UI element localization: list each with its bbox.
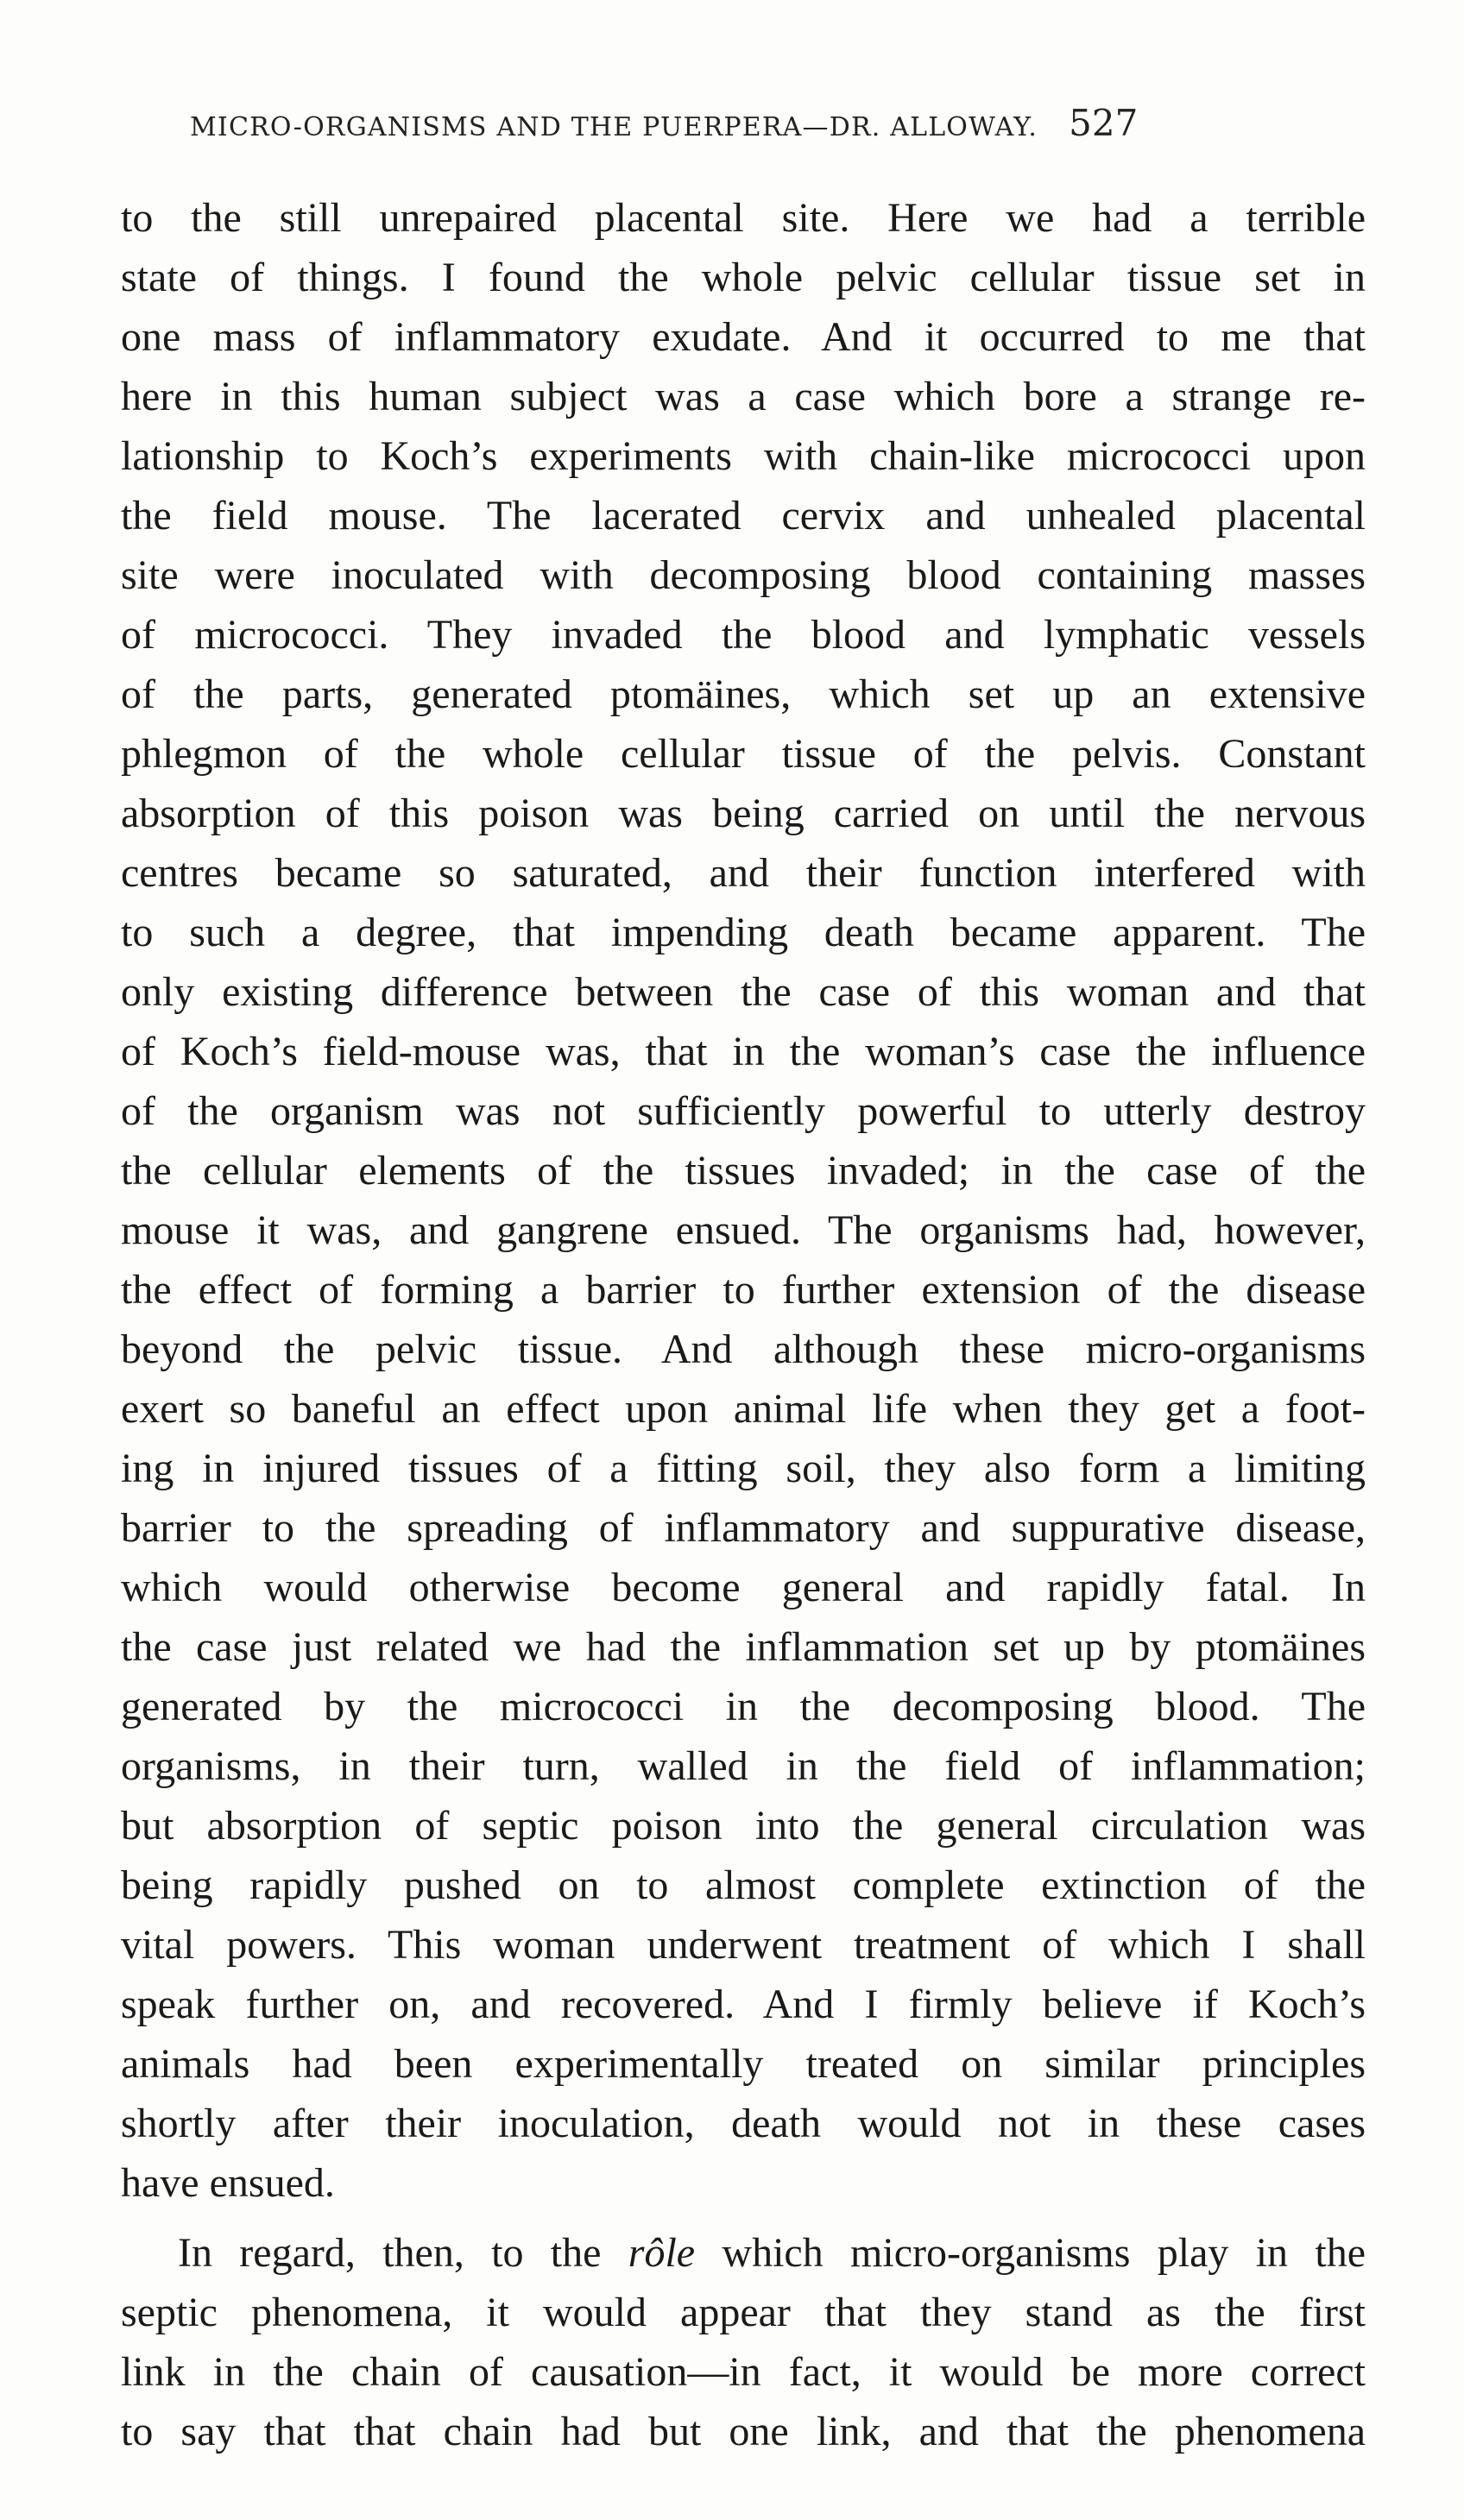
text-line: the effect of forming a barrier to further extension of the disease: [121, 1267, 1366, 1313]
text-line: of Koch’s field-mouse was, that in the woman’s case the influence: [121, 1029, 1366, 1074]
text-line-first: [121, 2223, 1366, 2283]
text-line: of the parts, generated ptomäines, which set up an extensive: [121, 671, 1366, 717]
text-line: organisms, in their turn, walled in the field of inflammation;: [121, 1743, 1366, 1789]
page-number: 527: [1069, 102, 1139, 144]
text-line: the field mouse. The lacerated cervix and unhealed placental: [121, 493, 1366, 539]
paragraph-gap: [121, 2213, 1366, 2223]
text-run: In regard, then, to the: [178, 2230, 628, 2276]
text-line: phlegmon of the whole cellular tissue of the pelvis. Constant: [121, 731, 1366, 777]
text-line: the case just related we had the inflammation set up by ptomäines: [121, 1624, 1366, 1670]
text-line: generated by the micrococci in the decomposing blood. The: [121, 1684, 1366, 1729]
text-line: site were inoculated with decomposing blood containing masses: [121, 552, 1366, 598]
running-title: MICRO-ORGANISMS AND THE PUERPERA—DR. ALLOWAY.: [190, 112, 1038, 142]
text-line: to the still unrepaired placental site. Here we had a terrible: [121, 195, 1366, 241]
paragraph-1: [121, 188, 1366, 2213]
text-line: here in this human subject was a case which bore a strange re-: [121, 374, 1366, 419]
page-header: [190, 102, 1364, 154]
text-line: shortly after their inoculation, death would not in these cases: [121, 2101, 1366, 2146]
text-line: speak further on, and recovered. And I firmly believe if Koch’s: [121, 1981, 1366, 2027]
text-line: beyond the pelvic tissue. And although these micro-organisms: [121, 1326, 1366, 1372]
text-line: link in the chain of causation—in fact, it would be more correct: [121, 2349, 1366, 2395]
text-line: which would otherwise become general and rapidly fatal. In: [121, 1565, 1366, 1610]
text-line: of micrococci. They invaded the blood and lymphatic vessels: [121, 612, 1366, 658]
text-line: only existing difference between the case of this woman and that: [121, 969, 1366, 1015]
text-line: vital powers. This woman underwent treatment of which I shall: [121, 1922, 1366, 1968]
text-line: animals had been experimentally treated on similar principles: [121, 2041, 1366, 2087]
text-line: barrier to the spreading of inflammatory and suppurative disease,: [121, 1505, 1366, 1551]
italic-term: rôle: [628, 2230, 696, 2276]
text-line: of the organism was not sufficiently powerful to utterly destroy: [121, 1088, 1366, 1134]
text-line: exert so baneful an effect upon animal life when they get a foot-: [121, 1386, 1366, 1432]
paragraph-2: [121, 2223, 1366, 2461]
text-line: to such a degree, that impending death became apparent. The: [121, 910, 1366, 955]
text-line: absorption of this poison was being carried on until the nervous: [121, 791, 1366, 836]
text-line: being rapidly pushed on to almost complete extinction of the: [121, 1862, 1366, 1908]
body-text: [121, 188, 1366, 2461]
text-line: have ensued.: [121, 2160, 335, 2206]
text-line: ing in injured tissues of a fitting soil, they also form a limiting: [121, 1446, 1366, 1491]
text-line: one mass of inflammatory exudate. And it occurred to me that: [121, 314, 1366, 360]
text-line: but absorption of septic poison into the general circulation was: [121, 1803, 1366, 1849]
text-line: centres became so saturated, and their function interfered with: [121, 850, 1366, 896]
text-line: septic phenomena, it would appear that they stand as the first: [121, 2290, 1366, 2335]
text-line: the cellular elements of the tissues invaded; in the case of the: [121, 1148, 1366, 1194]
text-line: to say that that chain had but one link, and that the phenomena: [121, 2409, 1366, 2454]
text-line: lationship to Koch’s experiments with chain-like micrococci upon: [121, 433, 1366, 479]
text-line: mouse it was, and gangrene ensued. The organisms had, however,: [121, 1207, 1366, 1253]
text-run: which micro-organisms play in the: [695, 2230, 1366, 2276]
text-line: state of things. I found the whole pelvic cellular tissue set in: [121, 255, 1366, 300]
